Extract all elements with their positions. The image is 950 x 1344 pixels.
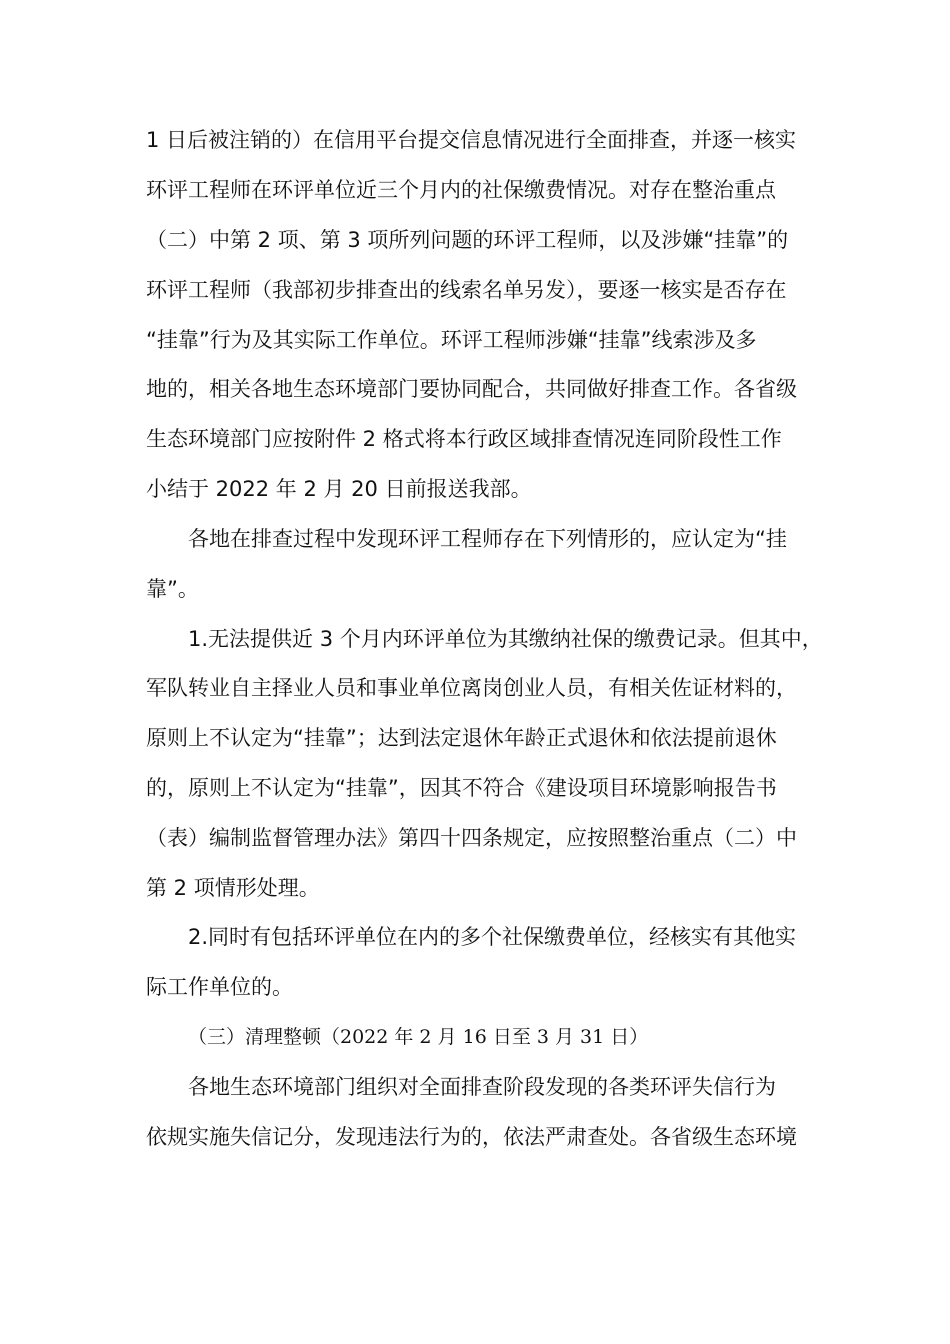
text-line: 际工作单位的。 [146,975,293,999]
text-line: （表）编制监督管理办法》第四十四条规定，应按照整治重点（二）中 [146,826,797,850]
text-line: 第 2 项情形处理。 [146,876,320,900]
text-line: 环评工程师在环评单位近三个月内的社保缴费情况。对存在整治重点 [146,178,776,202]
text-line: 靠”。 [146,577,199,601]
text-line: （二）中第 2 项、第 3 项所列问题的环评工程师，以及涉嫌“挂靠”的 [146,228,789,252]
text-line: 原则上不认定为“挂靠”；达到法定退休年龄正式退休和依法提前退休 [146,726,777,750]
text-line: 各地在排查过程中发现环评工程师存在下列情形的，应认定为“挂 [188,527,787,551]
text-line: 2.同时有包括环评单位在内的多个社保缴费单位，经核实有其他实 [188,925,797,949]
section-heading: （三）清理整顿（2022 年 2 月 16 日至 3 月 31 日） [188,1026,649,1048]
text-line: “挂靠”行为及其实际工作单位。环评工程师涉嫌“挂靠”线索涉及多 [146,328,757,352]
text-line: 地的，相关各地生态环境部门要协同配合，共同做好排查工作。各省级 [146,377,797,401]
text-line: 军队转业自主择业人员和事业单位离岗创业人员，有相关佐证材料的， [146,676,797,700]
text-line: 的，原则上不认定为“挂靠”，因其不符合《建设项目环境影响报告书 [146,776,777,800]
text-line: 各地生态环境部门组织对全面排查阶段发现的各类环评失信行为 [188,1075,776,1099]
text-line: 环评工程师（我部初步排查出的线索名单另发），要逐一核实是否存在 [146,278,787,302]
text-line: 1 日后被注销的）在信用平台提交信息情况进行全面排查，并逐一核实 [146,128,797,152]
text-line: 依规实施失信记分，发现违法行为的，依法严肃查处。各省级生态环境 [146,1125,797,1149]
text-line: 生态环境部门应按附件 2 格式将本行政区域排查情况连同阶段性工作 [146,427,782,451]
text-line: 1.无法提供近 3 个月内环评单位为其缴纳社保的缴费记录。但其中， [188,627,823,651]
text-line: 小结于 2022 年 2 月 20 日前报送我部。 [146,477,532,501]
